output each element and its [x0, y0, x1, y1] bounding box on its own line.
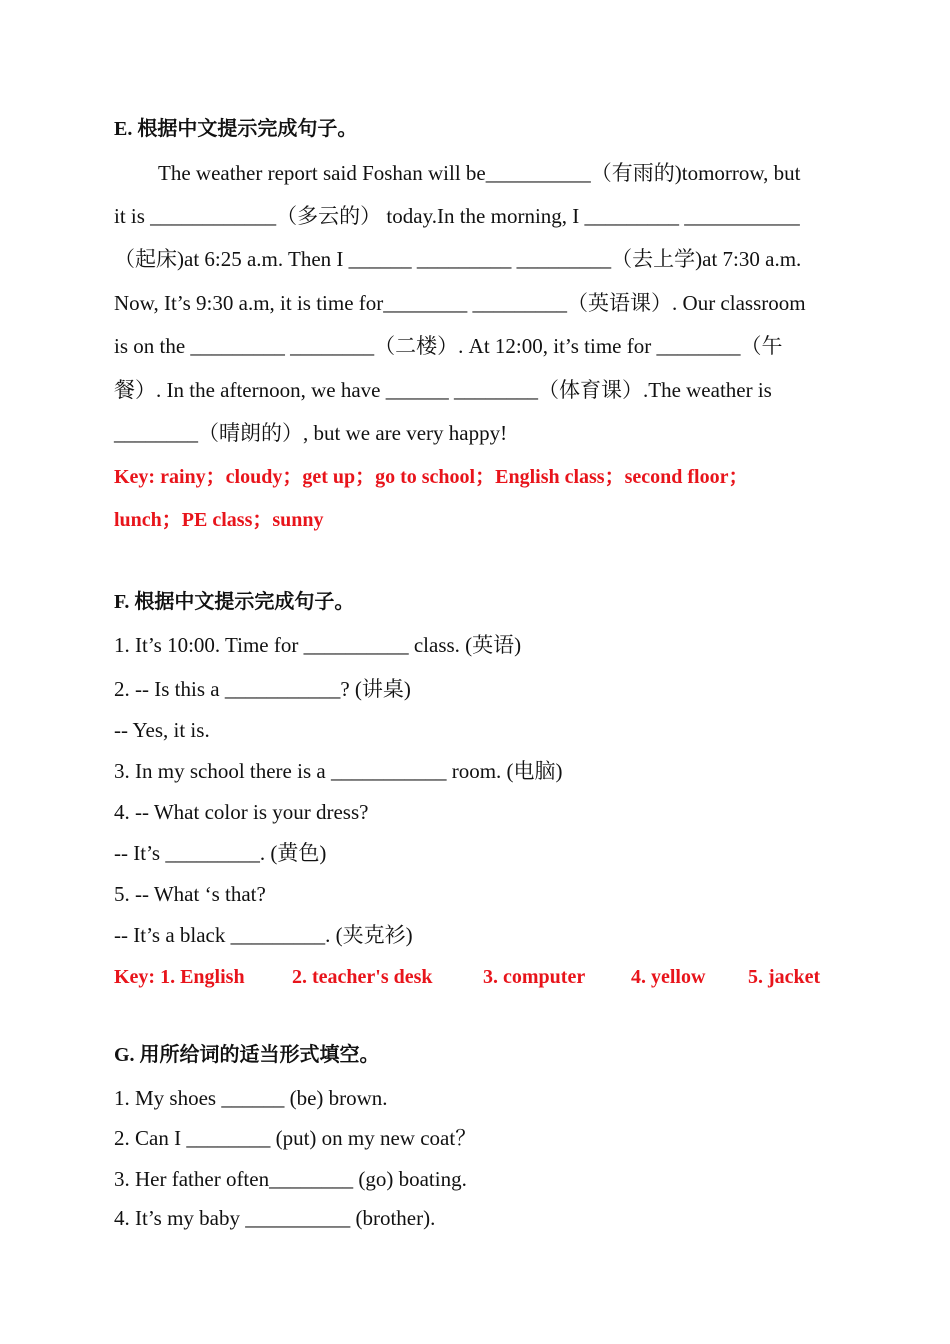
section-g-line: 2. Can I ________ (put) on my new coat？	[114, 1126, 477, 1150]
section-e-line: is on the _________ ________（二楼）. At 12:00, it’s time for ________（午	[114, 334, 783, 358]
section-e-title: E. 根据中文提示完成句子。	[114, 118, 358, 140]
section-g-line: 1. My shoes ______ (be) brown.	[114, 1086, 388, 1110]
section-f-line: 1. It’s 10:00. Time for __________ class. (英语)	[114, 633, 522, 657]
section-e-line: it is ____________（多云的） today.In the morning, I _________ ___________	[114, 204, 800, 228]
section-e-line: Now, It’s 9:30 a.m, it is time for________ _________（英语课）. Our classroom	[114, 291, 806, 315]
answer-key-item: 4. yellow	[631, 966, 706, 988]
section-e-line: 餐）. In the afternoon, we have ______ ________（体育课）.The weather is	[114, 378, 772, 402]
answer-key-item: 2. teacher's desk	[292, 966, 433, 988]
section-f-line: -- It’s _________. (黄色)	[114, 841, 327, 865]
section-e-line: （起床)at 6:25 a.m. Then I ______ _________ _________（去上学)at 7:30 a.m.	[114, 247, 802, 271]
section-e-answer-key: Key: rainy；cloudy；get up；go to school；English class；second floor；	[114, 466, 749, 488]
section-e-line: The weather report said Foshan will be__________（有雨的)tomorrow, but	[158, 161, 801, 185]
section-f-line: 5. -- What ‘s that?	[114, 882, 266, 906]
answer-key-item: Key: 1. English	[114, 966, 245, 988]
answer-key-item: 5. jacket	[748, 966, 821, 988]
answer-key-item: 3. computer	[483, 966, 586, 988]
section-f-line: -- It’s a black _________. (夹克衫)	[114, 923, 413, 947]
section-f-answer-key	[114, 964, 820, 990]
section-f-title: F. 根据中文提示完成句子。	[114, 591, 355, 613]
section-g-line: 3. Her father often________ (go) boating.	[114, 1167, 467, 1191]
section-g-line: 4. It’s my baby __________ (brother).	[114, 1206, 436, 1230]
section-e-line: ________（晴朗的）, but we are very happy!	[114, 421, 508, 445]
section-f-line: 3. In my school there is a ___________ room. (电脑)	[114, 759, 563, 783]
section-f-line: 4. -- What color is your dress?	[114, 800, 369, 824]
section-g-title: G. 用所给词的适当形式填空。	[114, 1044, 380, 1066]
section-f-line: 2. -- Is this a ___________? (讲桌)	[114, 677, 411, 701]
section-f-line: -- Yes, it is.	[114, 718, 210, 742]
section-e-answer-key: lunch；PE class；sunny	[114, 509, 324, 531]
